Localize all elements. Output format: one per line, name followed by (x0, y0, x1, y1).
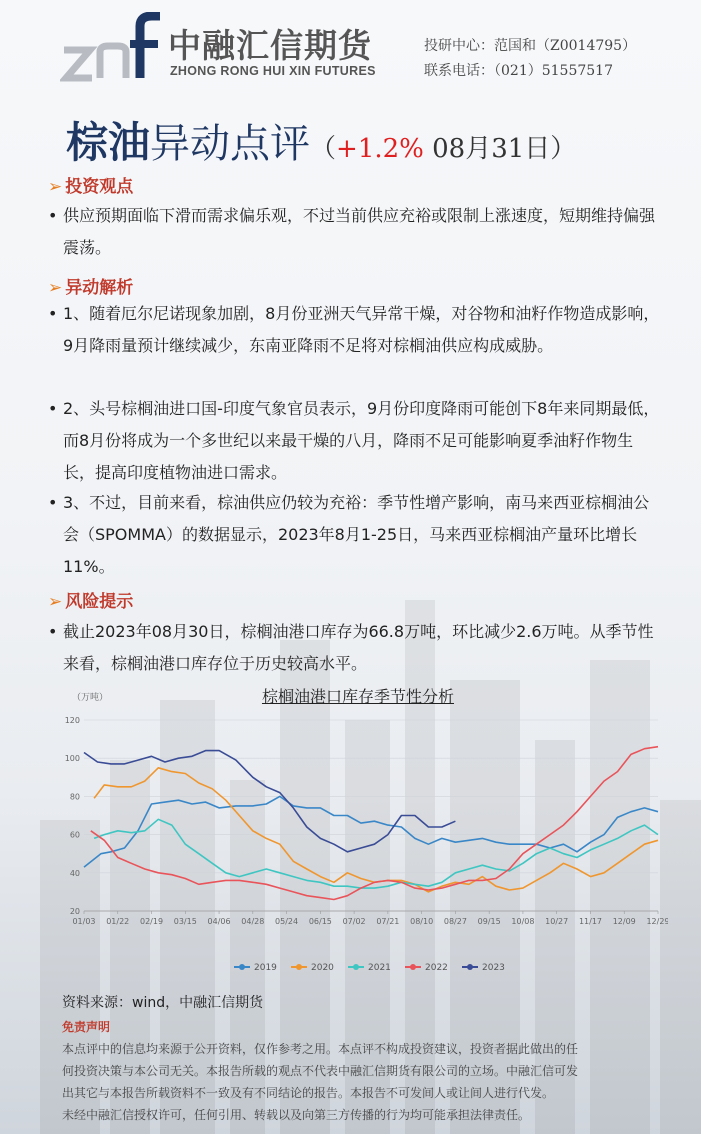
series-line-2022 (91, 747, 658, 900)
title-change: +1.2% (336, 134, 424, 164)
x-tick-label: 10/27 (545, 917, 569, 926)
inventory-seasonal-chart (48, 680, 668, 980)
x-tick-label: 01/22 (106, 917, 130, 926)
view-paragraph: • 供应预期面临下滑而需求偏乐观，不过当前供应充裕或限制上涨速度，短期维持偏强震荡。 (48, 200, 663, 264)
disclaimer-line: 何投资决策与本公司无关。本报告所载的观点不代表中融汇信期货有限公司的立场。中融汇信可发 (62, 1064, 579, 1078)
disclaimer-heading: 免责声明 (62, 1020, 111, 1034)
company-name-en: ZHONG RONG HUI XIN FUTURES (170, 64, 376, 78)
legend-label-2020: 2020 (311, 963, 334, 973)
data-source: 资料来源：wind，中融汇信期货 (62, 995, 264, 1011)
section-heading-analysis: ➢ 异动解析 (48, 278, 134, 298)
x-tick-label: 04/28 (241, 917, 265, 926)
series-line-2021 (94, 819, 658, 888)
y-tick-label: 80 (69, 792, 80, 802)
legend-marker-2019 (239, 964, 245, 970)
legend-label-2021: 2021 (368, 963, 391, 973)
series-line-2020 (94, 768, 658, 892)
x-tick-label: 12/29 (646, 917, 668, 926)
analysis-item-1: • 1、随着厄尔尼诺现象加剧，8月份亚洲天气异常干燥，对谷物和油籽作物造成影响，9月降雨量预计继续减少，东南亚降雨不足将对棕榈油供应构成威胁。 (48, 298, 663, 362)
bullet-icon: • (48, 399, 58, 418)
section-heading-view: ➢ 投资观点 (48, 177, 134, 197)
x-tick-label: 03/15 (173, 917, 197, 926)
x-tick-label: 09/15 (477, 917, 501, 926)
disclaimer-line: 未经中融汇信授权许可，任何引用、转载以及向第三方传播的行为均可能承担法律责任。 (62, 1108, 531, 1122)
title-kind: 异动点评 (150, 121, 311, 167)
x-tick-label: 04/06 (207, 917, 231, 926)
y-tick-label: 60 (69, 830, 80, 840)
legend-marker-2023 (467, 964, 473, 970)
x-tick-label: 01/03 (72, 917, 96, 926)
x-tick-label: 10/08 (511, 917, 535, 926)
x-tick-label: 11/17 (578, 917, 603, 926)
disclaimer-text (62, 1038, 662, 1126)
title-paren-open: （ (310, 134, 337, 164)
disclaimer-line: 本点评中的信息均来源于公开资料，仅作参考之用。本点评不构成投资建议，投资者据此做出的任 (62, 1042, 579, 1056)
legend-label-2023: 2023 (482, 963, 505, 973)
disclaimer-line: 出其它与本报告所载资料不一致及有不同结论的报告。本报告不可发间人或让间人进行代发。 (62, 1086, 555, 1100)
research-center: 投研中心：范国和（Z0014795） (424, 38, 637, 54)
bullet-icon: • (48, 493, 58, 512)
x-tick-label: 02/19 (139, 917, 164, 926)
analysis-item-2: • 2、头号棕榈油进口国-印度气象官员表示，9月份印度降雨可能创下8年来同期最低，而8月份将成为一个多世纪以来最干燥的八月，降雨不足可能影响夏季油籽作物生长，提高印度植物油进口需求。 (48, 393, 663, 489)
contact-phone: 联系电话：（021）51557517 (424, 63, 613, 79)
bullet-icon: • (48, 622, 58, 641)
company-logo-icon (60, 12, 160, 82)
title-product: 棕油 (66, 118, 151, 167)
y-tick-label: 40 (69, 868, 80, 878)
legend-marker-2021 (353, 964, 359, 970)
x-tick-label: 07/02 (342, 917, 366, 926)
chart-svg (48, 680, 668, 980)
x-tick-label: 08/10 (410, 917, 434, 926)
x-tick-label: 06/15 (308, 917, 332, 926)
legend-marker-2022 (410, 964, 416, 970)
company-name-cn: 中融汇信期货 (168, 26, 372, 65)
x-tick-label: 05/24 (275, 917, 299, 926)
y-tick-label: 120 (64, 716, 80, 725)
x-tick-label: 12/09 (612, 917, 636, 926)
arrow-icon: ➢ (48, 278, 63, 298)
chart-title: 棕榈油港口库存季节性分析 (261, 687, 454, 706)
title-date: 08月31日） (423, 134, 577, 164)
legend-label-2022: 2022 (425, 963, 448, 973)
section-heading-risk: ➢ 风险提示 (48, 592, 134, 612)
bullet-icon: • (48, 206, 58, 225)
x-tick-label: 07/21 (376, 917, 400, 926)
header (0, 0, 701, 100)
bullet-icon: • (48, 304, 58, 323)
risk-paragraph: • 截止2023年08月30日，棕榈油港口库存为66.8万吨，环比减少2.6万吨。从季节性来看，棕榈油港口库存位于历史较高水平。 (48, 616, 663, 680)
y-axis-unit-label: （万吨） (72, 693, 109, 703)
legend-label-2019: 2019 (254, 963, 277, 973)
analysis-item-3: • 3、不过，目前来看，棕油供应仍较为充裕：季节性增产影响，南马来西亚棕榈油公会（SPOMMA）的数据显示，2023年8月1-25日，马来西亚棕榈油产量环比增长11%。 (48, 487, 663, 583)
y-tick-label: 20 (69, 907, 80, 916)
x-tick-label: 08/27 (443, 917, 467, 926)
arrow-icon: ➢ (48, 177, 63, 197)
legend-marker-2020 (296, 964, 302, 970)
page-title (66, 110, 576, 170)
y-tick-label: 100 (64, 754, 80, 764)
arrow-icon: ➢ (48, 592, 63, 612)
